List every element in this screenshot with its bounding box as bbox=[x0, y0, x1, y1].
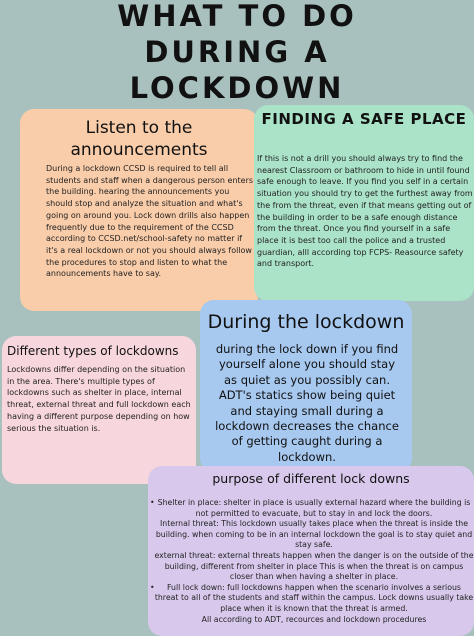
types-heading: Different types of lockdowns bbox=[7, 344, 179, 358]
list-item: external threat: external threats happen when the danger is on the outside of the building, different from shelter in place This is when the threat is on campus closer than when having a shelter in place. bbox=[154, 550, 474, 582]
listen-body: During a lockdown CCSD is required to tell all students and staff when a dangerous person enters the building. hearing the announcements you should stop and analyze the situation and what's going on around you. Lock down drills also happen frequently due to the requirement of the CCSD according to CCSD.net/school-safety no matter if it's a real lockdown or not you should always follow the procedures to stop and listen to what the announcements have to say. bbox=[46, 164, 254, 279]
poster-title bbox=[0, 0, 474, 106]
list-item: Internal threat: This lockdown usually takes place when the threat is inside the building. when coming to be in an internal lockdown the goal is to stay quiet and stay safe. bbox=[155, 519, 473, 550]
during-card bbox=[200, 300, 412, 472]
title-line-3: LOCKDOWN bbox=[129, 71, 345, 105]
listen-heading: Listen to the announcements bbox=[70, 118, 208, 160]
list-item: All according to ADT, recources and lockdown procedures bbox=[201, 614, 427, 624]
safe-place-card bbox=[254, 105, 474, 301]
purpose-card bbox=[148, 466, 474, 636]
safe-place-heading: FINDING A SAFE PLACE bbox=[261, 110, 467, 128]
list-item: • Full lock down: full lockdowns happen when the scenario involves a serious threat to all of the students and staff within the campus. Lock downs usually take place when it is known that the threat is armed. bbox=[148, 583, 474, 615]
during-heading: During the lockdown bbox=[207, 311, 405, 333]
types-card bbox=[2, 336, 196, 484]
list-item: • Shelter in place: shelter in place is usually external hazard where the building is not permitted to evacuate, but to stay in and lock the doors. bbox=[148, 498, 474, 519]
title-line-2: DURING A bbox=[144, 35, 330, 69]
title-line-1: WHAT TO DO bbox=[117, 0, 357, 33]
during-body: during the lock down if you find yourself alone you should stay as quiet as you possibly can. ADT's statics show being quiet and staying small during a lockdown decreases the chance of getting caught during a lockdown. bbox=[215, 342, 399, 464]
purpose-heading: purpose of different lock downs bbox=[212, 471, 410, 486]
purpose-list bbox=[148, 498, 474, 625]
listen-card bbox=[20, 109, 258, 311]
safe-place-body: If this is not a drill you should always try to find the nearest Classroom or bathroom to hide in until found safe enough to leave. If you find you self in a certain situation you should try to get the furthest away from the from the threat, even if that means getting out of the building in order to be a safe enough distance from the threat. Once you find yourself in a safe place it is best too call the police and a trusted guardian, alll according top FCPS- Reasource safety and transport. bbox=[257, 154, 473, 269]
types-body: Lockdowns differ depending on the situation in the area. There's multiple types of lockdowns such as shelter in place, internal threat, external threat and full lockdown each having a different purpose depending on how serious the situation is. bbox=[7, 365, 191, 433]
